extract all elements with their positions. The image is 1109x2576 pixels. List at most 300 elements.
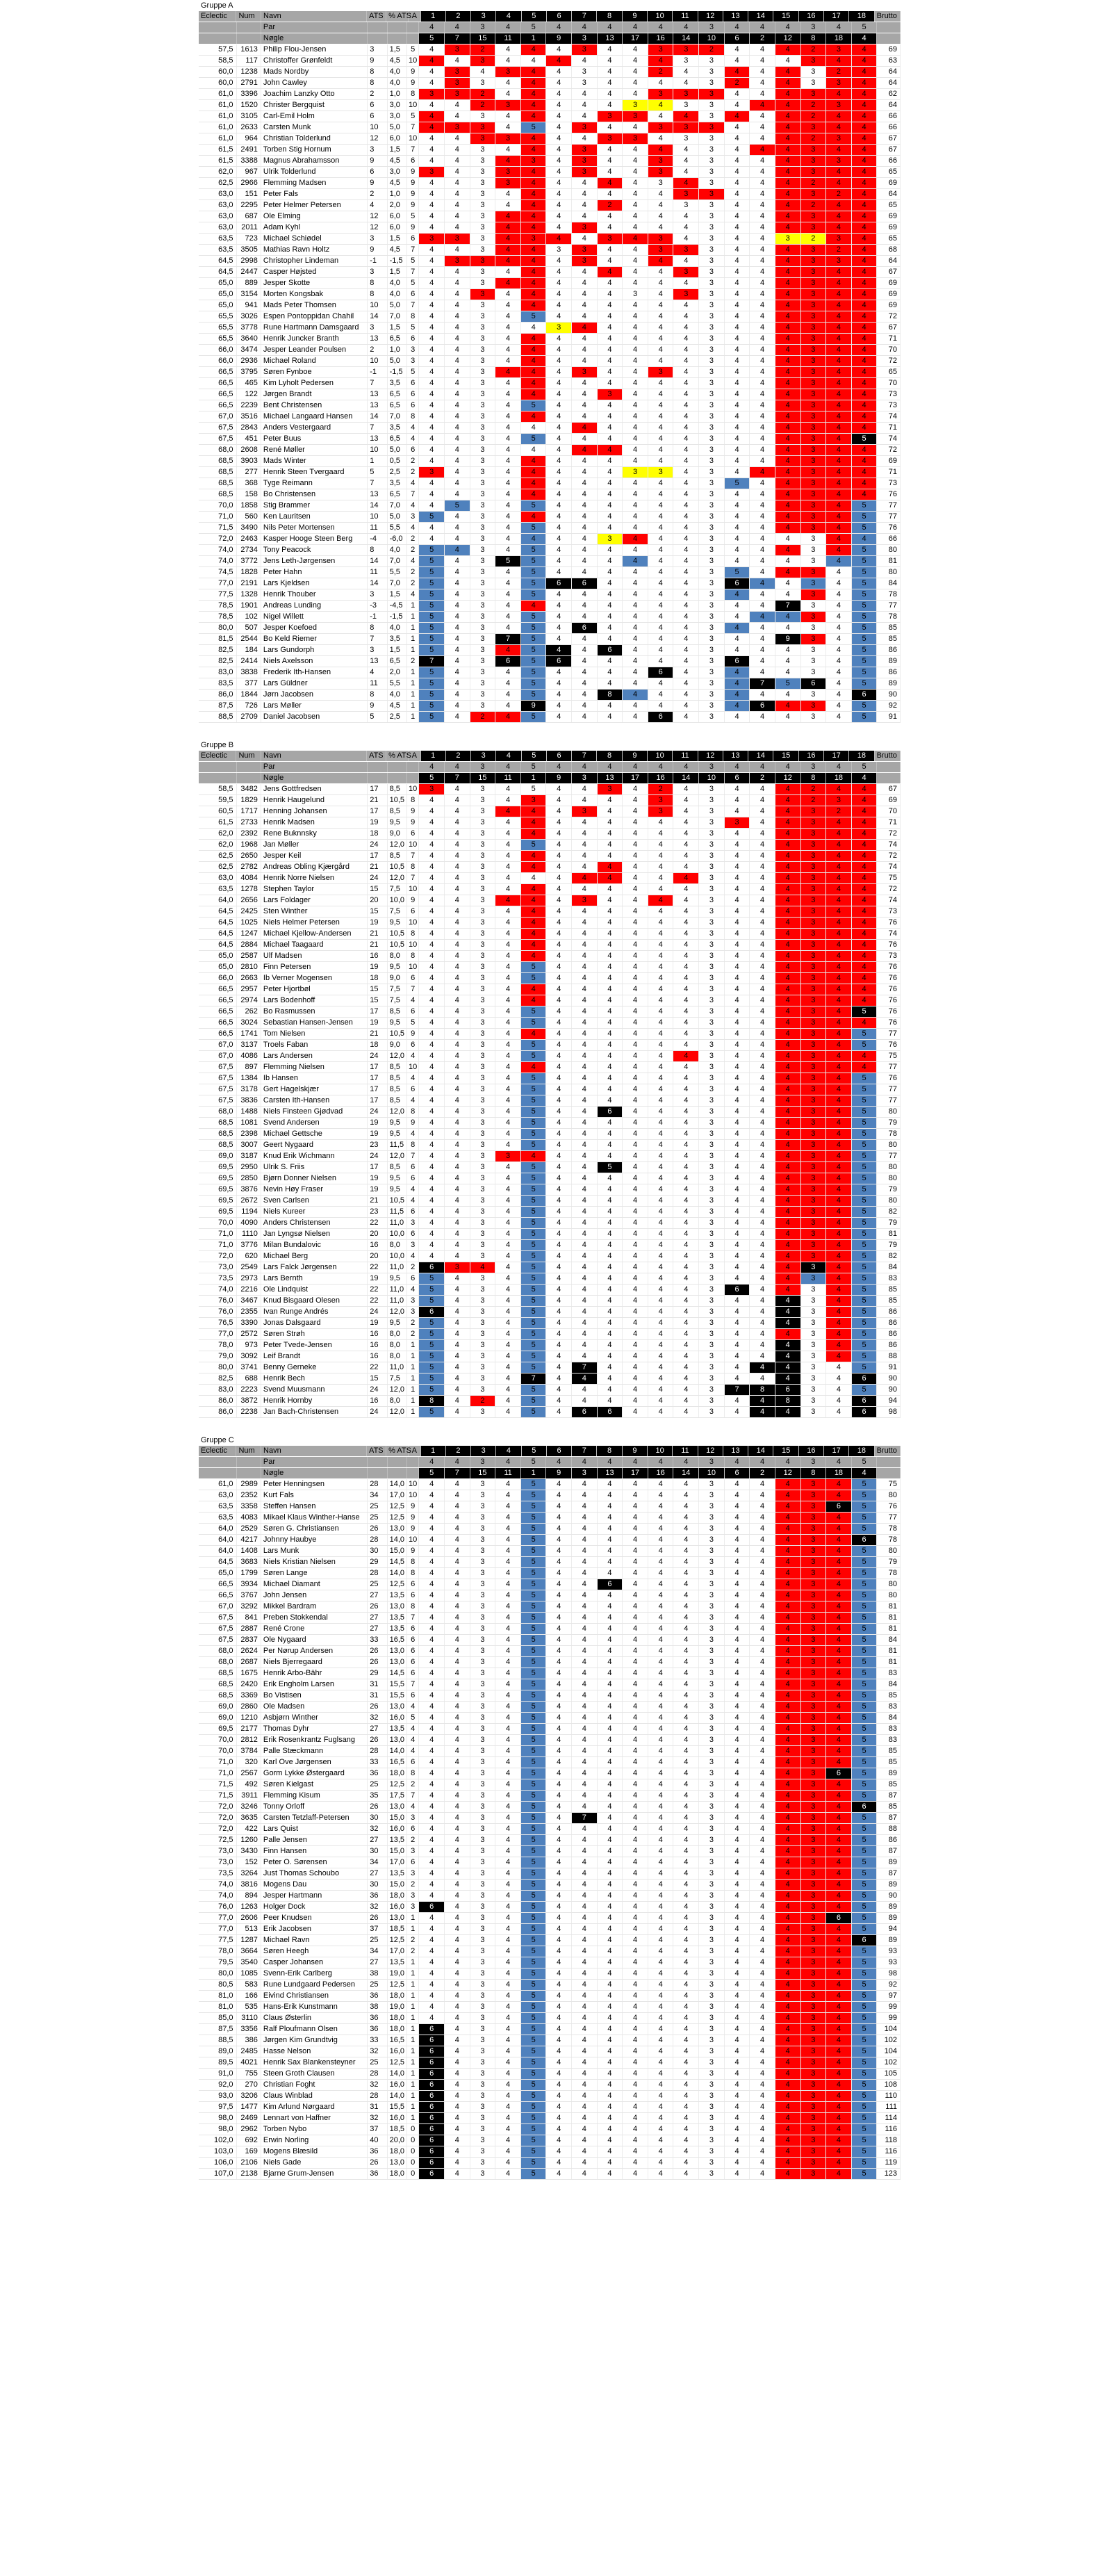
hole-score: 8 <box>750 1385 775 1395</box>
noegle-row <box>199 1468 901 1479</box>
hole-score: 4 <box>495 456 521 466</box>
hole-score: 4 <box>673 884 699 895</box>
brutto-value: 71 <box>877 817 901 828</box>
blank-cell <box>877 22 901 33</box>
hole-score: 4 <box>826 2024 852 2035</box>
hole-score: 4 <box>598 1601 623 1612</box>
hole-score: 3 <box>470 906 496 917</box>
hole-score: 3 <box>801 445 827 455</box>
player-name: Ulf Madsen <box>261 951 368 961</box>
hole-score: 4 <box>648 1307 674 1317</box>
hole-score: 3 <box>801 534 827 544</box>
hole-score: 4 <box>572 512 598 522</box>
hole-score: 4 <box>775 1802 801 1812</box>
hole-score: 4 <box>623 1924 648 1934</box>
brutto-value: 67 <box>877 784 901 794</box>
hole-score: 3 <box>699 1690 725 1701</box>
player-num: 2860 <box>237 1702 261 1712</box>
hole-score: 3 <box>801 222 827 233</box>
table-row <box>199 1913 901 1924</box>
hole-score: 5 <box>521 1568 547 1579</box>
hole-score: 4 <box>775 111 801 122</box>
hole-score: 3 <box>801 1991 827 2001</box>
hole-score: 4 <box>623 1702 648 1712</box>
hole-score: 4 <box>598 578 623 589</box>
hole-score: 4 <box>826 1329 852 1339</box>
hole-score: 4 <box>648 512 674 522</box>
hole-score: 4 <box>750 1902 775 1912</box>
hole-score: 4 <box>750 1173 775 1184</box>
hole-score: 4 <box>775 918 801 928</box>
hole-score: 4 <box>750 623 775 633</box>
hole-score: 4 <box>648 1129 674 1139</box>
hole-score: 3 <box>470 523 496 533</box>
hole-score: 4 <box>852 840 878 850</box>
ats-value: 27 <box>368 1868 387 1879</box>
brutto-value: 70 <box>877 345 901 355</box>
brutto-value: 63 <box>877 56 901 66</box>
hole-score: 4 <box>419 489 445 500</box>
hole-score: 4 <box>623 2035 648 2046</box>
hole-score: 4 <box>648 1362 674 1373</box>
hole-score: 5 <box>852 1479 878 1490</box>
hole-score: 4 <box>572 656 598 667</box>
hole-score: 4 <box>598 873 623 883</box>
hole-score: 5 <box>419 578 445 589</box>
hole-score: 4 <box>495 851 521 861</box>
player-num: 2633 <box>237 122 261 133</box>
hole-score: 4 <box>725 1957 750 1968</box>
noegle-label: Nøgle <box>261 773 368 783</box>
hole-score: 4 <box>725 1846 750 1857</box>
hole-score: 4 <box>623 67 648 77</box>
pct-ats-value: 5,5 <box>388 523 407 533</box>
hole-score: 3 <box>699 2091 725 2101</box>
hole-number: 8 <box>597 751 622 761</box>
par-value: 4 <box>673 22 699 33</box>
table-row <box>199 523 901 534</box>
hole-score: 4 <box>623 2124 648 2135</box>
ats-value: 11 <box>368 678 387 689</box>
hole-score: 6 <box>419 1307 445 1317</box>
hole-score: 4 <box>750 245 775 255</box>
table-row <box>199 701 901 712</box>
player-name: Hans-Erik Kunstmann <box>261 2002 368 2012</box>
a-value: 1 <box>407 2002 420 2012</box>
hole-score: 4 <box>623 656 648 667</box>
brutto-value: 64 <box>877 78 901 88</box>
hole-score: 4 <box>419 1924 445 1934</box>
noegle-value: 7 <box>445 1468 470 1478</box>
hole-score: 4 <box>521 78 547 88</box>
hole-score: 4 <box>521 256 547 266</box>
hole-number: 11 <box>673 751 698 761</box>
hole-score: 4 <box>826 467 852 478</box>
player-num: 2544 <box>237 634 261 644</box>
table-row <box>199 1129 901 1140</box>
hole-score: 4 <box>445 1568 470 1579</box>
hole-score: 5 <box>852 1040 878 1050</box>
table-row <box>199 1880 901 1891</box>
hole-score: 4 <box>623 1991 648 2001</box>
brutto-value: 76 <box>877 962 901 972</box>
hole-score: 4 <box>495 434 521 444</box>
a-value: 6 <box>407 389 420 400</box>
hole-score: 4 <box>623 1868 648 1879</box>
brutto-value: 76 <box>877 1040 901 1050</box>
hole-score: 4 <box>419 1579 445 1590</box>
brutto-value: 76 <box>877 523 901 533</box>
hole-score: 5 <box>521 2102 547 2112</box>
hole-score: 3 <box>801 523 827 533</box>
hole-score: 3 <box>648 156 674 166</box>
hole-score: 4 <box>546 712 572 722</box>
player-num: 2420 <box>237 1679 261 1690</box>
hole-score: 5 <box>852 1095 878 1106</box>
hole-score: 4 <box>826 2146 852 2157</box>
hole-score: 4 <box>673 423 699 433</box>
hole-score: 4 <box>648 1173 674 1184</box>
pct-ats-value: 8,5 <box>388 851 407 861</box>
hole-score: 2 <box>801 200 827 211</box>
eclectic-score: 71,5 <box>199 523 237 533</box>
hole-score: 4 <box>572 1251 598 1262</box>
hole-score: 2 <box>801 178 827 188</box>
hole-score: 4 <box>673 512 699 522</box>
hole-score: 5 <box>852 1240 878 1250</box>
hole-score: 4 <box>495 411 521 422</box>
group-title: Gruppe B <box>201 741 234 749</box>
hole-score: 4 <box>445 1118 470 1128</box>
hole-score: 4 <box>521 200 547 211</box>
a-value: 6 <box>407 234 420 244</box>
hole-score: 4 <box>750 906 775 917</box>
hole-score: 4 <box>521 445 547 455</box>
eclectic-score: 80,5 <box>199 1980 237 1990</box>
hole-score: 5 <box>521 712 547 722</box>
hole-score: 3 <box>699 601 725 611</box>
hole-score: 6 <box>852 1802 878 1812</box>
hole-score: 4 <box>750 2135 775 2146</box>
ats-value: 36 <box>368 2169 387 2179</box>
hole-score: 4 <box>419 311 445 322</box>
par-value: 3 <box>470 22 496 33</box>
eclectic-score: 83,0 <box>199 1385 237 1395</box>
hole-score: 4 <box>750 634 775 644</box>
hole-score: 3 <box>801 1668 827 1679</box>
hole-score: 4 <box>826 1107 852 1117</box>
eclectic-score: 98,0 <box>199 2124 237 2135</box>
hole-score: 5 <box>725 567 750 578</box>
hole-score: 4 <box>419 1857 445 1868</box>
player-num: 2973 <box>237 1273 261 1284</box>
hole-score: 3 <box>445 234 470 244</box>
hole-score: 4 <box>750 234 775 244</box>
a-value: 3 <box>407 356 420 366</box>
brutto-value: 87 <box>877 1868 901 1879</box>
hole-score: 3 <box>699 278 725 288</box>
hole-score: 4 <box>572 873 598 883</box>
hole-score: 3 <box>699 222 725 233</box>
hole-score: 4 <box>725 311 750 322</box>
hole-score: 5 <box>852 545 878 555</box>
hole-score: 4 <box>826 784 852 794</box>
hole-score: 4 <box>750 356 775 366</box>
a-value: 4 <box>407 1735 420 1745</box>
hole-score: 3 <box>801 2169 827 2179</box>
hole-score: 4 <box>648 1679 674 1690</box>
hole-score: 4 <box>445 367 470 377</box>
hole-score: 4 <box>725 556 750 566</box>
hole-score: 4 <box>546 1218 572 1228</box>
hole-score: 4 <box>546 389 572 400</box>
hole-score: 4 <box>826 122 852 133</box>
hole-score: 4 <box>495 1768 521 1779</box>
hole-score: 4 <box>750 1690 775 1701</box>
hole-score: 4 <box>725 601 750 611</box>
par-value: 3 <box>699 762 725 772</box>
hole-score: 3 <box>470 1407 496 1417</box>
table-row <box>199 311 901 323</box>
a-value: 3 <box>407 1296 420 1306</box>
hole-score: 5 <box>521 612 547 622</box>
hole-score: 4 <box>775 2169 801 2179</box>
hole-score: 4 <box>725 678 750 689</box>
player-num: 2962 <box>237 2124 261 2135</box>
pct-ats-value: 12,5 <box>388 1579 407 1590</box>
hole-score: 4 <box>445 712 470 722</box>
hole-score: 4 <box>598 1229 623 1239</box>
ats-value: 14 <box>368 311 387 322</box>
eclectic-score: 88,5 <box>199 712 237 722</box>
hole-score: 6 <box>826 1768 852 1779</box>
hole-score: 4 <box>623 1802 648 1812</box>
hole-score: 3 <box>801 1329 827 1339</box>
hole-score: 4 <box>445 1980 470 1990</box>
hole-score: 5 <box>521 1579 547 1590</box>
hole-score: 3 <box>470 133 496 144</box>
hole-score: 4 <box>775 1590 801 1601</box>
hole-score: 4 <box>598 356 623 366</box>
player-name: Erik Rosenkrantz Fuglsang <box>261 1735 368 1745</box>
hole-score: 4 <box>546 300 572 311</box>
hole-score: 4 <box>495 1657 521 1668</box>
hole-score: 6 <box>852 1396 878 1406</box>
hole-score: 4 <box>546 1173 572 1184</box>
hole-score: 3 <box>699 2124 725 2135</box>
hole-score: 4 <box>546 1207 572 1217</box>
hole-score: 3 <box>801 973 827 984</box>
player-num: 2843 <box>237 423 261 433</box>
ats-value: 3 <box>368 44 387 55</box>
hole-score: 4 <box>419 1162 445 1173</box>
player-num: 2606 <box>237 1913 261 1923</box>
hole-score: 4 <box>725 1802 750 1812</box>
hole-score: 3 <box>801 1084 827 1095</box>
a-value: 1 <box>407 645 420 655</box>
ats-value: 25 <box>368 1513 387 1523</box>
hole-score: 4 <box>419 918 445 928</box>
hole-score: 5 <box>521 973 547 984</box>
pct-ats-value: 8,5 <box>388 1062 407 1073</box>
hole-score: 3 <box>470 667 496 678</box>
par-value: 4 <box>648 22 674 33</box>
hole-score: 3 <box>699 1590 725 1601</box>
hole-score: 4 <box>598 701 623 711</box>
hole-score: 4 <box>623 2046 648 2057</box>
hole-score: 5 <box>521 1857 547 1868</box>
hole-score: 4 <box>623 1613 648 1623</box>
player-name: Ole Nygaard <box>261 1635 368 1645</box>
hole-score: 4 <box>725 1991 750 2001</box>
eclectic-score: 107,0 <box>199 2169 237 2179</box>
hole-score: 3 <box>470 951 496 961</box>
player-name: Niels Gade <box>261 2158 368 2168</box>
hole-score: 4 <box>572 334 598 344</box>
hole-score: 4 <box>623 601 648 611</box>
eclectic-score: 87,5 <box>199 701 237 711</box>
hole-score: 4 <box>521 895 547 906</box>
eclectic-score: 67,5 <box>199 1084 237 1095</box>
hole-score: 4 <box>852 884 878 895</box>
eclectic-score: 66,0 <box>199 356 237 366</box>
ats-value: 24 <box>368 1051 387 1061</box>
hole-score: 4 <box>572 1073 598 1084</box>
hole-number: 17 <box>824 751 849 761</box>
hole-score: 4 <box>775 500 801 511</box>
player-name: Frederik Ith-Hansen <box>261 667 368 678</box>
eclectic-score: 63,0 <box>199 211 237 222</box>
table-row <box>199 534 901 545</box>
ats-value: 15 <box>368 984 387 995</box>
hole-score: 4 <box>623 612 648 622</box>
hole-score: 5 <box>852 523 878 533</box>
eclectic-score: 71,0 <box>199 1240 237 1250</box>
hole-score: 4 <box>445 940 470 950</box>
eclectic-score: 82,5 <box>199 1373 237 1384</box>
hole-score: 4 <box>445 2091 470 2101</box>
hole-score: 4 <box>826 895 852 906</box>
hole-score: 4 <box>648 278 674 288</box>
hole-score: 4 <box>546 1285 572 1295</box>
hole-score: 4 <box>495 2069 521 2079</box>
hole-score: 3 <box>699 701 725 711</box>
hole-score: 3 <box>470 1913 496 1923</box>
eclectic-score: 79,5 <box>199 1957 237 1968</box>
hole-score: 5 <box>852 1702 878 1712</box>
hole-score: 4 <box>623 1946 648 1957</box>
hole-score: 4 <box>546 2124 572 2135</box>
hole-score: 4 <box>673 623 699 633</box>
hole-score: 4 <box>495 478 521 489</box>
a-value: 6 <box>407 829 420 839</box>
hole-score: 5 <box>419 667 445 678</box>
pct-ats-value: 4,0 <box>388 289 407 300</box>
hole-score: 4 <box>775 1824 801 1834</box>
hole-score: 4 <box>546 500 572 511</box>
hole-score: 4 <box>445 2035 470 2046</box>
hole-score: 4 <box>648 973 674 984</box>
hole-number: 7 <box>572 11 597 22</box>
hole-score: 4 <box>598 2002 623 2012</box>
eclectic-score: 74,0 <box>199 545 237 555</box>
hole-score: 4 <box>775 211 801 222</box>
hole-score: 4 <box>572 411 598 422</box>
brutto-value: 89 <box>877 1902 901 1912</box>
hole-score: 4 <box>546 589 572 600</box>
a-value: 4 <box>407 1196 420 1206</box>
hole-score: 3 <box>699 367 725 377</box>
hole-score: 4 <box>598 145 623 155</box>
hole-score: 4 <box>419 267 445 277</box>
hole-score: 4 <box>673 1868 699 1879</box>
hole-score: 4 <box>775 1162 801 1173</box>
hole-score: 4 <box>826 1835 852 1845</box>
hole-score: 4 <box>673 411 699 422</box>
hole-score: 3 <box>699 1579 725 1590</box>
hole-score: 4 <box>598 1880 623 1890</box>
a-value: 6 <box>407 973 420 984</box>
hole-score: 4 <box>495 678 521 689</box>
ats-value: 33 <box>368 1635 387 1645</box>
pct-ats-value: 12,5 <box>388 1501 407 1512</box>
table-row <box>199 334 901 345</box>
noegle-value: 8 <box>801 33 827 44</box>
hole-score: 4 <box>419 1713 445 1723</box>
pct-ats-value: 1,5 <box>388 267 407 277</box>
hole-score: 4 <box>598 1624 623 1634</box>
hole-score: 4 <box>725 784 750 794</box>
hole-score: 4 <box>598 500 623 511</box>
hole-score: 3 <box>801 1679 827 1690</box>
hole-score: 4 <box>750 545 775 555</box>
brutto-value: 65 <box>877 167 901 177</box>
hole-score: 4 <box>598 1296 623 1306</box>
group-spacer <box>199 2180 901 2196</box>
hole-score: 4 <box>445 1779 470 1790</box>
par-value: 3 <box>470 1457 496 1467</box>
hole-score: 6 <box>419 1902 445 1912</box>
hole-score: 5 <box>521 1351 547 1362</box>
hole-score: 3 <box>470 1713 496 1723</box>
hole-score: 3 <box>699 267 725 277</box>
player-name: Jan Møller <box>261 840 368 850</box>
hole-score: 4 <box>750 289 775 300</box>
par-value: 4 <box>725 1457 750 1467</box>
player-num: 507 <box>237 623 261 633</box>
hole-score: 4 <box>419 1173 445 1184</box>
hole-score: 5 <box>521 656 547 667</box>
hole-score: 3 <box>445 1262 470 1273</box>
hole-score: 4 <box>623 1118 648 1128</box>
hole-score: 3 <box>801 289 827 300</box>
ats-value: 7 <box>368 423 387 433</box>
noegle-value: 14 <box>673 33 699 44</box>
brutto-value: 78 <box>877 1129 901 1139</box>
hole-score: 4 <box>495 1524 521 1534</box>
par-value: 4 <box>445 762 470 772</box>
pct-ats-value: 18,0 <box>388 2169 407 2179</box>
hole-score: 3 <box>470 1835 496 1845</box>
hole-score: 5 <box>419 690 445 700</box>
hole-score: 4 <box>445 667 470 678</box>
player-num: 1263 <box>237 1902 261 1912</box>
hole-score: 4 <box>598 478 623 489</box>
player-num: 1085 <box>237 1968 261 1979</box>
hole-score: 4 <box>775 1362 801 1373</box>
hole-score: 4 <box>598 345 623 355</box>
a-value: 2 <box>407 1779 420 1790</box>
